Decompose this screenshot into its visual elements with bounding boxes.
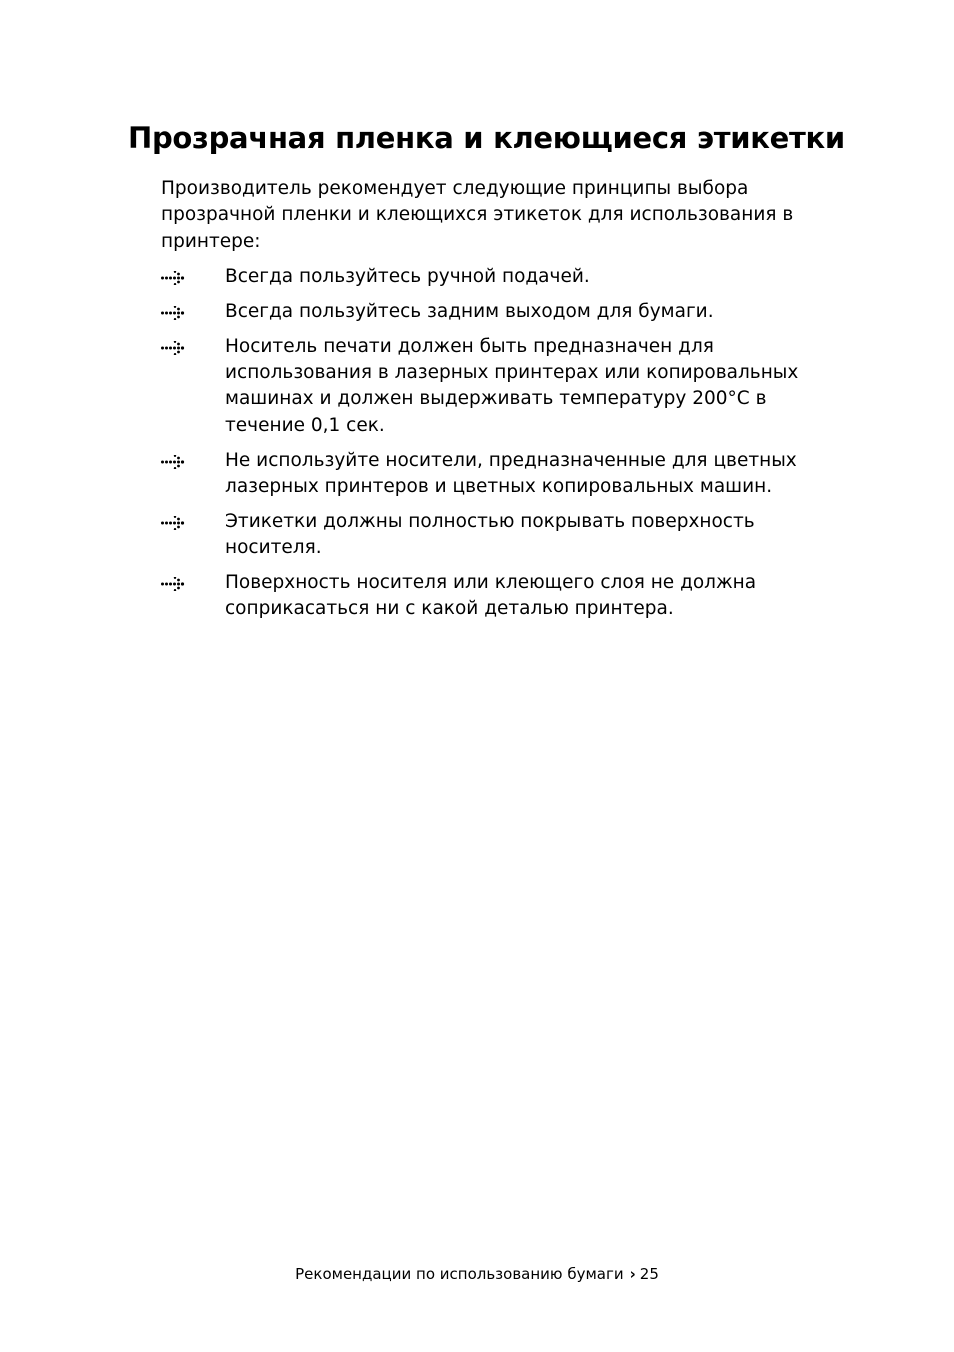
list-item xyxy=(161,570,836,623)
dotted-arrow-icon xyxy=(161,306,187,320)
guidelines-list xyxy=(161,264,836,631)
list-item xyxy=(161,299,836,325)
list-item xyxy=(161,509,836,562)
list-item-text: Всегда пользуйтесь ручной подачей. xyxy=(225,266,590,287)
dotted-arrow-icon xyxy=(161,455,187,469)
list-item-text: Этикетки должны полностью покрывать поверхность носителя. xyxy=(225,510,755,559)
footer-section-title: Рекомендации по использованию бумаги xyxy=(295,1265,624,1283)
page-footer xyxy=(0,1263,954,1285)
dotted-arrow-icon xyxy=(161,577,187,591)
list-item xyxy=(161,334,836,439)
list-item xyxy=(161,264,836,290)
list-item xyxy=(161,448,836,501)
footer-text xyxy=(295,1265,659,1283)
list-item-text: Поверхность носителя или клеющего слоя не должна соприкасаться ни с какой деталью принтера. xyxy=(225,571,757,620)
page-number: 25 xyxy=(639,1265,659,1283)
page-title: Прозрачная пленка и клеющиеся этикетки xyxy=(128,121,845,155)
dotted-arrow-icon xyxy=(161,516,187,530)
intro-paragraph: Производитель рекомендует следующие принципы выбора прозрачной пленки и клеющихся этикеток для использования в принтере: xyxy=(161,178,794,252)
list-item-text: Не используйте носители, предназначенные для цветных лазерных принтеров и цветных копировальных машин. xyxy=(225,449,797,497)
list-item-text: Всегда пользуйтесь задним выходом для бумаги. xyxy=(225,300,714,322)
dotted-arrow-icon xyxy=(161,271,187,285)
dotted-arrow-icon xyxy=(161,341,187,355)
list-item-text: Носитель печати должен быть предназначен для использования в лазерных принтерах или копировальных машинах и должен выдерживать температуру 200°C в течение 0,1 сек. xyxy=(225,335,799,436)
chevron-right-icon: › xyxy=(629,1265,636,1283)
